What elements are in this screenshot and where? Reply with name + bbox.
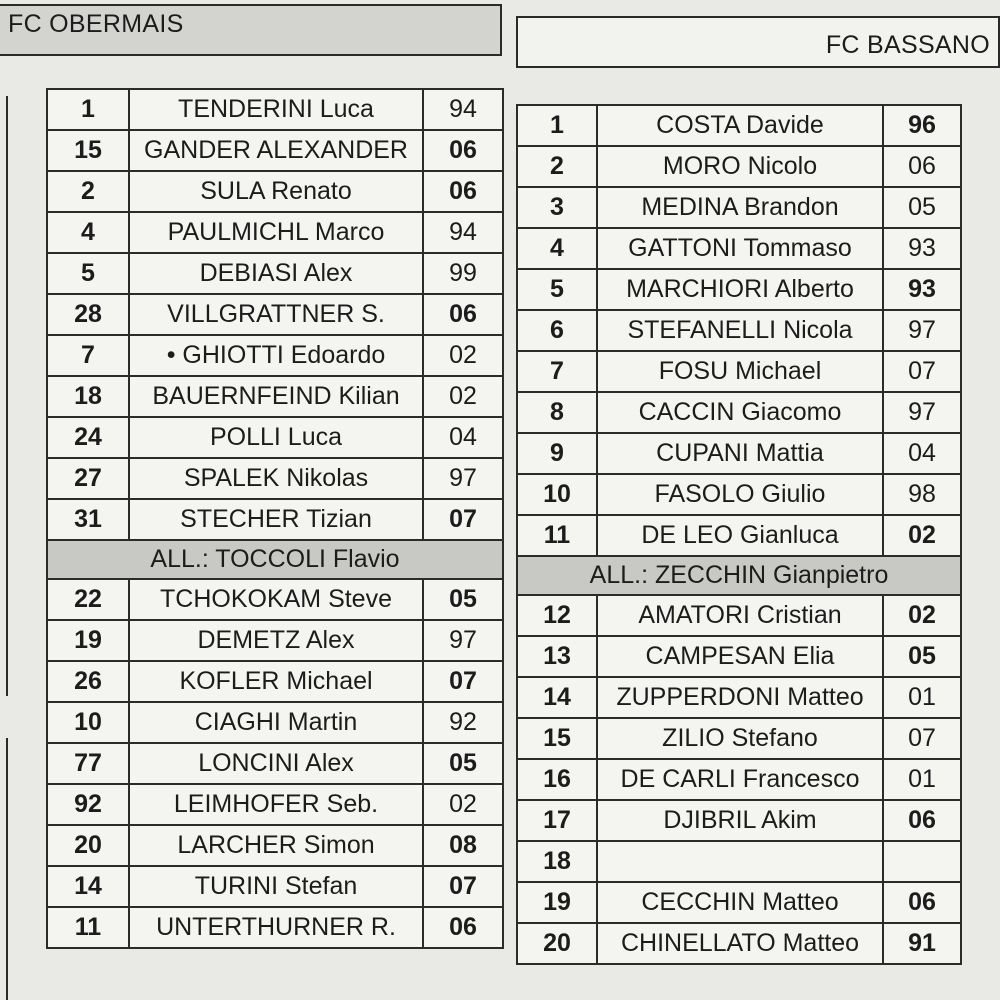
table-row [47, 702, 503, 743]
birth-year-cell: 93 [883, 269, 961, 310]
player-name-cell: ZILIO Stefano [597, 718, 883, 759]
player-name-cell: TURINI Stefan [129, 866, 423, 907]
birth-year-cell: 92 [423, 702, 503, 743]
player-name-cell: LONCINI Alex [129, 743, 423, 784]
shirt-number-cell: 20 [517, 923, 597, 964]
table-row [47, 907, 503, 948]
shirt-number-cell: 10 [517, 474, 597, 515]
table-row [517, 269, 961, 310]
table-row [47, 171, 503, 212]
birth-year-cell: 06 [883, 882, 961, 923]
shirt-number-cell: 77 [47, 743, 129, 784]
birth-year-cell: 98 [883, 474, 961, 515]
birth-year-cell: 97 [883, 392, 961, 433]
table-row [517, 759, 961, 800]
birth-year-cell: 97 [423, 620, 503, 661]
birth-year-cell: 02 [883, 515, 961, 556]
birth-year-cell [883, 841, 961, 882]
shirt-number-cell: 27 [47, 458, 129, 499]
player-name-cell: CUPANI Mattia [597, 433, 883, 474]
player-name-cell: TCHOKOKAM Steve [129, 579, 423, 620]
shirt-number-cell: 26 [47, 661, 129, 702]
player-name-cell: UNTERTHURNER R. [129, 907, 423, 948]
birth-year-cell: 91 [883, 923, 961, 964]
home-team-label: FC OBERMAIS [8, 10, 184, 38]
shirt-number-cell: 2 [47, 171, 129, 212]
birth-year-cell: 06 [423, 907, 503, 948]
shirt-number-cell: 31 [47, 499, 129, 540]
player-name-cell: MARCHIORI Alberto [597, 269, 883, 310]
page-edge-line [0, 96, 8, 696]
player-name-cell: PAULMICHL Marco [129, 212, 423, 253]
player-name-cell: ZUPPERDONI Matteo [597, 677, 883, 718]
birth-year-cell: 97 [423, 458, 503, 499]
table-row [517, 677, 961, 718]
shirt-number-cell: 19 [517, 882, 597, 923]
table-row [47, 89, 503, 130]
home-team-name [0, 4, 502, 56]
player-name-cell: CACCIN Giacomo [597, 392, 883, 433]
table-row [517, 636, 961, 677]
player-name-cell [597, 841, 883, 882]
table-row [47, 743, 503, 784]
table-row [47, 294, 503, 335]
shirt-number-cell: 11 [47, 907, 129, 948]
birth-year-cell: 05 [883, 636, 961, 677]
birth-year-cell: 04 [423, 417, 503, 458]
table-row [47, 376, 503, 417]
table-row [517, 392, 961, 433]
shirt-number-cell: 20 [47, 825, 129, 866]
player-name-cell: BAUERNFEIND Kilian [129, 376, 423, 417]
table-row [517, 187, 961, 228]
birth-year-cell: 05 [423, 579, 503, 620]
shirt-number-cell: 19 [47, 620, 129, 661]
table-row [47, 825, 503, 866]
shirt-number-cell: 12 [517, 595, 597, 636]
table-row [517, 228, 961, 269]
shirt-number-cell: 7 [47, 335, 129, 376]
shirt-number-cell: 7 [517, 351, 597, 392]
player-name-cell: CECCHIN Matteo [597, 882, 883, 923]
player-name-cell: STEFANELLI Nicola [597, 310, 883, 351]
table-row [517, 923, 961, 964]
player-name-cell: VILLGRATTNER S. [129, 294, 423, 335]
shirt-number-cell: 14 [47, 866, 129, 907]
shirt-number-cell: 13 [517, 636, 597, 677]
table-row [47, 130, 503, 171]
table-row [517, 146, 961, 187]
birth-year-cell: 06 [423, 171, 503, 212]
birth-year-cell: 94 [423, 212, 503, 253]
table-row [517, 718, 961, 759]
table-row [47, 417, 503, 458]
player-name-cell: MEDINA Brandon [597, 187, 883, 228]
shirt-number-cell: 28 [47, 294, 129, 335]
shirt-number-cell: 16 [517, 759, 597, 800]
player-name-cell: TENDERINI Luca [129, 89, 423, 130]
table-row [47, 784, 503, 825]
shirt-number-cell: 17 [517, 800, 597, 841]
player-name-cell: SPALEK Nikolas [129, 458, 423, 499]
birth-year-cell: 07 [883, 718, 961, 759]
away-team-label: FC BASSANO [825, 31, 990, 59]
table-row [517, 433, 961, 474]
shirt-number-cell: 2 [517, 146, 597, 187]
birth-year-cell: 07 [883, 351, 961, 392]
coach-row [517, 556, 961, 595]
birth-year-cell: 02 [423, 376, 503, 417]
table-row [517, 595, 961, 636]
birth-year-cell: 06 [883, 800, 961, 841]
birth-year-cell: 02 [883, 595, 961, 636]
birth-year-cell: 05 [883, 187, 961, 228]
shirt-number-cell: 3 [517, 187, 597, 228]
shirt-number-cell: 8 [517, 392, 597, 433]
table-row [47, 661, 503, 702]
player-name-cell: GATTONI Tommaso [597, 228, 883, 269]
player-name-cell: CAMPESAN Elia [597, 636, 883, 677]
shirt-number-cell: 9 [517, 433, 597, 474]
table-row [517, 351, 961, 392]
birth-year-cell: 99 [423, 253, 503, 294]
birth-year-cell: 05 [423, 743, 503, 784]
player-name-cell: KOFLER Michael [129, 661, 423, 702]
coach-row [47, 540, 503, 579]
table-row [47, 579, 503, 620]
player-name-cell: CIAGHI Martin [129, 702, 423, 743]
player-name-cell: STECHER Tizian [129, 499, 423, 540]
table-row [517, 882, 961, 923]
shirt-number-cell: 11 [517, 515, 597, 556]
table-row [517, 105, 961, 146]
birth-year-cell: 07 [423, 661, 503, 702]
shirt-number-cell: 5 [47, 253, 129, 294]
table-row [47, 499, 503, 540]
shirt-number-cell: 6 [517, 310, 597, 351]
coach-name: ALL.: TOCCOLI Flavio [47, 540, 503, 579]
table-row [47, 866, 503, 907]
table-row [47, 335, 503, 376]
player-name-cell: LARCHER Simon [129, 825, 423, 866]
player-name-cell: GANDER ALEXANDER [129, 130, 423, 171]
player-name-cell: DE LEO Gianluca [597, 515, 883, 556]
shirt-number-cell: 1 [517, 105, 597, 146]
birth-year-cell: 08 [423, 825, 503, 866]
player-name-cell: DJIBRIL Akim [597, 800, 883, 841]
player-name-cell: SULA Renato [129, 171, 423, 212]
player-name-cell: FASOLO Giulio [597, 474, 883, 515]
birth-year-cell: 02 [423, 784, 503, 825]
table-row [47, 620, 503, 661]
table-row [47, 212, 503, 253]
shirt-number-cell: 18 [47, 376, 129, 417]
birth-year-cell: 97 [883, 310, 961, 351]
shirt-number-cell: 18 [517, 841, 597, 882]
away-roster-table [516, 104, 962, 965]
birth-year-cell: 01 [883, 759, 961, 800]
birth-year-cell: 07 [423, 866, 503, 907]
player-name-cell: FOSU Michael [597, 351, 883, 392]
player-name-cell: • GHIOTTI Edoardo [129, 335, 423, 376]
table-row [517, 310, 961, 351]
shirt-number-cell: 15 [47, 130, 129, 171]
player-name-cell: COSTA Davide [597, 105, 883, 146]
birth-year-cell: 06 [883, 146, 961, 187]
player-name-cell: AMATORI Cristian [597, 595, 883, 636]
player-name-cell: MORO Nicolo [597, 146, 883, 187]
table-row [517, 515, 961, 556]
coach-name: ALL.: ZECCHIN Gianpietro [517, 556, 961, 595]
birth-year-cell: 06 [423, 130, 503, 171]
shirt-number-cell: 4 [47, 212, 129, 253]
shirt-number-cell: 24 [47, 417, 129, 458]
table-row [517, 841, 961, 882]
birth-year-cell: 01 [883, 677, 961, 718]
shirt-number-cell: 4 [517, 228, 597, 269]
player-name-cell: DE CARLI Francesco [597, 759, 883, 800]
shirt-number-cell: 1 [47, 89, 129, 130]
page-edge-line-lower [0, 738, 8, 1000]
birth-year-cell: 07 [423, 499, 503, 540]
shirt-number-cell: 92 [47, 784, 129, 825]
birth-year-cell: 96 [883, 105, 961, 146]
shirt-number-cell: 14 [517, 677, 597, 718]
birth-year-cell: 04 [883, 433, 961, 474]
home-roster-table [46, 88, 504, 949]
birth-year-cell: 02 [423, 335, 503, 376]
table-row [517, 800, 961, 841]
birth-year-cell: 93 [883, 228, 961, 269]
shirt-number-cell: 15 [517, 718, 597, 759]
table-row [47, 458, 503, 499]
birth-year-cell: 94 [423, 89, 503, 130]
away-team-name [516, 16, 1000, 68]
birth-year-cell: 06 [423, 294, 503, 335]
table-row [47, 253, 503, 294]
player-name-cell: DEBIASI Alex [129, 253, 423, 294]
shirt-number-cell: 5 [517, 269, 597, 310]
player-name-cell: DEMETZ Alex [129, 620, 423, 661]
player-name-cell: LEIMHOFER Seb. [129, 784, 423, 825]
player-name-cell: CHINELLATO Matteo [597, 923, 883, 964]
table-row [517, 474, 961, 515]
shirt-number-cell: 22 [47, 579, 129, 620]
player-name-cell: POLLI Luca [129, 417, 423, 458]
shirt-number-cell: 10 [47, 702, 129, 743]
